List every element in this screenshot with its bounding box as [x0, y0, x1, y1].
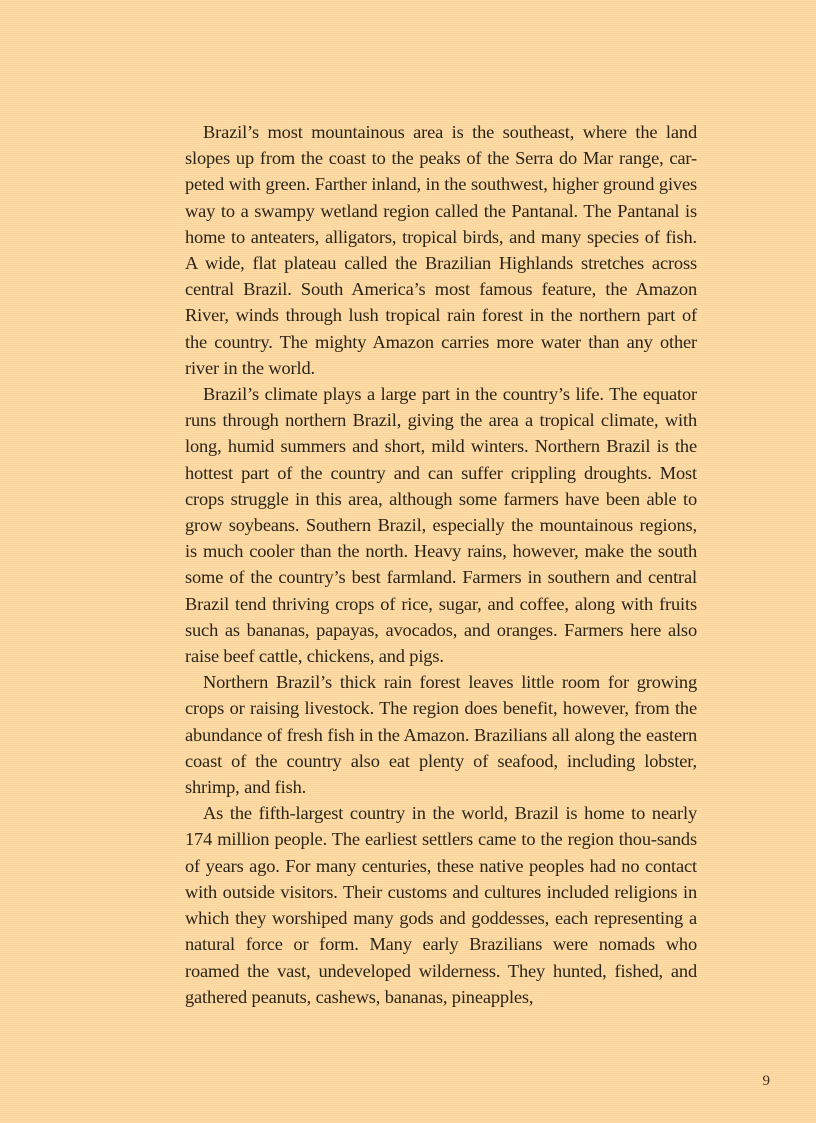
paragraph-food: Northern Brazil’s thick rain forest leaves little room for growing crops or raising livestock. The region does benefit, however, from the abundance of fresh fish in the Amazon. Brazilians all along the eastern coast of the country also eat plenty of seafood, including lobster, shrimp, and fish.	[185, 672, 697, 798]
body-text	[185, 119, 697, 1010]
page-number: 9	[762, 1073, 770, 1089]
paragraph-people: As the fifth-largest country in the world, Brazil is home to nearly 174 million people. The earliest settlers came to the region thou-sands of years ago. For many centuries, these native peoples had no contact with outside visitors. Their customs and cultures included religions in which they worshiped many gods and goddesses, each representing a natural force or form. Many early Brazilians were nomads who roamed the vast, undeveloped wilderness. They hunted, fished, and gathered peanuts, cashews, bananas, pineapples,	[185, 803, 697, 1007]
paragraph-climate: Brazil’s climate plays a large part in the country’s life. The equator runs through northern Brazil, giving the area a tropical climate, with long, humid summers and short, mild winters. Northern Brazil is the hottest part of the country and can suffer crippling droughts. Most crops struggle in this area, although some farmers have been able to grow soybeans. Southern Brazil, especially the mountainous regions, is much cooler than the north. Heavy rains, however, make the south some of the country’s best farmland. Farmers in southern and central Brazil tend thriving crops of rice, sugar, and coffee, along with fruits such as bananas, papayas, avocados, and oranges. Farmers here also raise beef cattle, chickens, and pigs.	[185, 384, 697, 667]
paragraph-geography: Brazil’s most mountainous area is the southeast, where the land slopes up from the coast to the peaks of the Serra do Mar range, car-peted with green. Farther inland, in the southwest, higher ground gives way to a swampy wetland region called the Pantanal. The Pantanal is home to anteaters, alligators, tropical birds, and many species of fish. A wide, flat plateau called the Brazilian Highlands stretches across central Brazil. South America’s most famous feature, the Amazon River, winds through lush tropical rain forest in the northern part of the country. The mighty Amazon carries more water than any other river in the world.	[185, 122, 697, 378]
